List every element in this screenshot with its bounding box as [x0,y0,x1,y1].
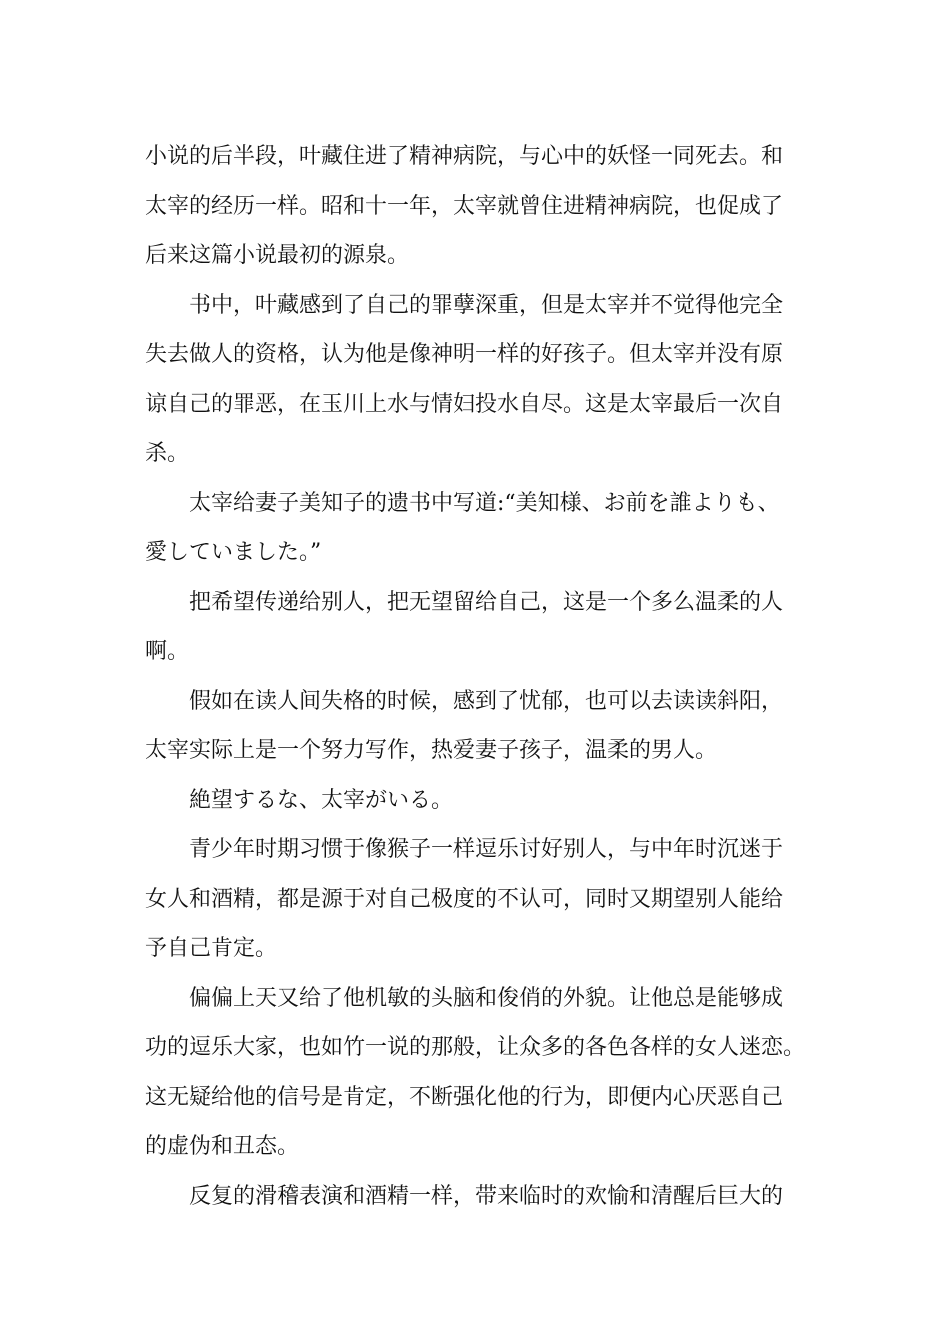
text-line: 太宰的经历一样。昭和十一年，太宰就曾住进精神病院，也促成了 [145,193,784,219]
text-line: 假如在读人间失格的时候，感到了忧郁，也可以去读读斜阳， [189,688,784,714]
text-line: 愛していました。” [145,540,322,565]
paragraph [145,578,809,677]
paragraph [145,825,809,974]
text-line: 书中，叶藏感到了自己的罪孽深重，但是太宰并不觉得他完全 [189,292,784,318]
text-line: 女人和酒精，都是源于对自己极度的不认可，同时又期望别人能给 [145,886,784,912]
paragraph [145,132,809,281]
paragraph [145,1172,809,1222]
paragraph [145,281,809,479]
text-line: 啊。 [145,639,190,664]
text-line: 杀。 [145,441,190,466]
paragraph [145,974,809,1172]
text-line: 予自己肯定。 [145,936,278,961]
text-line: 的虚伪和丑态。 [145,1134,300,1159]
paragraph [145,677,809,776]
text-line: 絶望するな、太宰がいる。 [189,787,454,813]
text-line: 失去做人的资格，认为他是像神明一样的好孩子。但太宰并没有原 [145,342,784,367]
text-line: 功的逗乐大家，也如竹一说的那般，让众多的各色各样的女人迷恋。 [145,1035,806,1060]
text-line: 反复的滑稽表演和酒精一样，带来临时的欢愉和清醒后巨大的 [189,1183,784,1209]
text-line: 后来这篇小说最初的源泉。 [145,243,410,268]
text-line: 太宰实际上是一个努力写作，热爱妻子孩子，温柔的男人。 [145,738,718,763]
text-line: 小说的后半段，叶藏住进了精神病院，与心中的妖怪一同死去。和 [145,144,784,169]
paragraph [145,776,809,826]
text-line: 这无疑给他的信号是肯定，不断强化他的行为，即便内心厌恶自己 [145,1084,784,1110]
document-body [145,132,809,1221]
text-line: 谅自己的罪恶，在玉川上水与情妇投水自尽。这是太宰最后一次自 [145,391,784,417]
text-line: 偏偏上天又给了他机敏的头脑和俊俏的外貌。让他总是能够成 [189,985,784,1011]
paragraph [145,479,809,578]
text-line: 青少年时期习惯于像猴子一样逗乐讨好别人，与中年时沉迷于 [189,837,784,862]
text-line: 把希望传递给别人，把无望留给自己，这是一个多么温柔的人 [189,589,784,615]
text-line: 太宰给妻子美知子的遗书中写道:“美知様、お前を誰よりも、 [189,490,780,516]
